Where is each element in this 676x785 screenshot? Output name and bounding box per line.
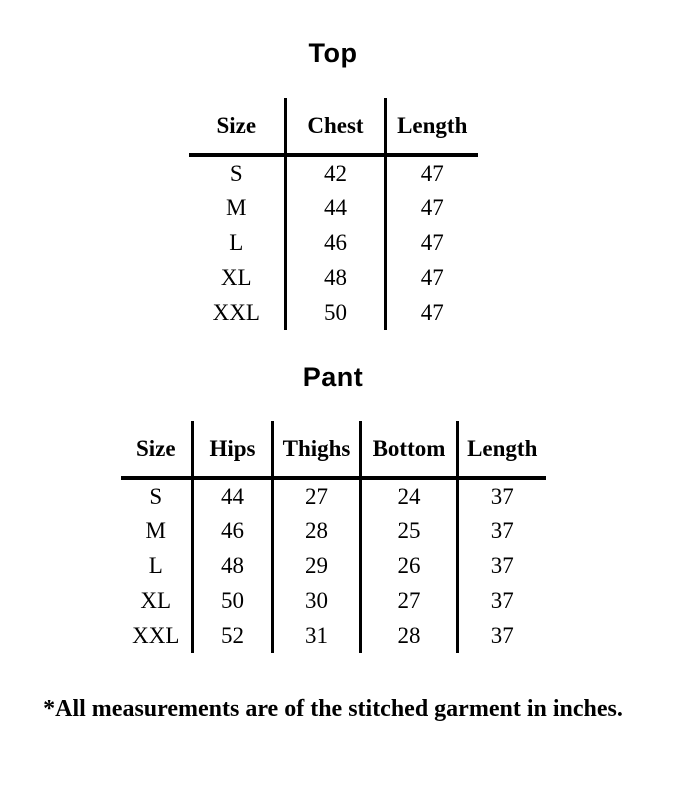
- data-cell: 48: [286, 260, 386, 295]
- data-cell: 42: [286, 155, 386, 190]
- header-cell-length: Length: [386, 98, 478, 155]
- data-cell: 27: [361, 583, 458, 618]
- size-cell: M: [226, 194, 247, 220]
- data-cell: 26: [361, 548, 458, 583]
- measurements-footnote: *All measurements are of the stitched garment in inches.: [43, 696, 623, 722]
- data-cell: 44: [193, 478, 273, 513]
- header-cell-size: Size: [189, 98, 286, 155]
- top-table-title: Top: [308, 38, 358, 68]
- data-cell: 46: [286, 225, 386, 260]
- size-cell: S: [149, 483, 163, 509]
- header-cell-length: Length: [458, 421, 546, 478]
- data-cell: 37: [458, 583, 546, 618]
- data-cell: 47: [386, 190, 478, 225]
- table-row: [121, 583, 546, 618]
- data-cell: 47: [386, 260, 478, 295]
- table-row: [189, 190, 478, 225]
- data-cell: 37: [458, 548, 546, 583]
- table-row: [121, 618, 546, 653]
- data-cell: 47: [386, 295, 478, 330]
- data-cell: 28: [361, 618, 458, 653]
- data-cell: 28: [273, 513, 361, 548]
- data-cell: 47: [386, 155, 478, 190]
- pant-size-table: [121, 421, 546, 653]
- pant-table-title: Pant: [302, 362, 364, 392]
- size-cell: M: [145, 517, 166, 543]
- top-size-table: [189, 98, 478, 330]
- size-cell: XL: [220, 264, 252, 290]
- data-cell: 27: [273, 478, 361, 513]
- data-cell: 50: [286, 295, 386, 330]
- table-row: [189, 295, 478, 330]
- header-cell-chest: Chest: [286, 98, 386, 155]
- table-row: [121, 548, 546, 583]
- data-cell: 30: [273, 583, 361, 618]
- data-cell: 25: [361, 513, 458, 548]
- table-row: [189, 260, 478, 295]
- data-cell: 52: [193, 618, 273, 653]
- data-cell: 50: [193, 583, 273, 618]
- size-cell: XXL: [132, 622, 180, 648]
- size-cell: L: [148, 552, 163, 578]
- header-cell-bottom: Bottom: [361, 421, 458, 478]
- size-cell: XL: [140, 587, 172, 613]
- data-cell: 46: [193, 513, 273, 548]
- data-cell: 31: [273, 618, 361, 653]
- size-cell: L: [229, 229, 244, 255]
- header-row: [121, 421, 546, 478]
- header-cell-thighs: Thighs: [273, 421, 361, 478]
- size-cell: S: [229, 160, 243, 186]
- table-row: [121, 513, 546, 548]
- header-cell-size: Size: [121, 421, 193, 478]
- table-row: [189, 225, 478, 260]
- data-cell: 37: [458, 478, 546, 513]
- data-cell: 48: [193, 548, 273, 583]
- data-cell: 37: [458, 618, 546, 653]
- data-cell: 29: [273, 548, 361, 583]
- data-cell: 44: [286, 190, 386, 225]
- data-cell: 37: [458, 513, 546, 548]
- table-row: [121, 478, 546, 513]
- data-cell: 47: [386, 225, 478, 260]
- header-cell-hips: Hips: [193, 421, 273, 478]
- header-row: [189, 98, 478, 155]
- size-cell: XXL: [212, 299, 260, 325]
- data-cell: 24: [361, 478, 458, 513]
- table-row: [189, 155, 478, 190]
